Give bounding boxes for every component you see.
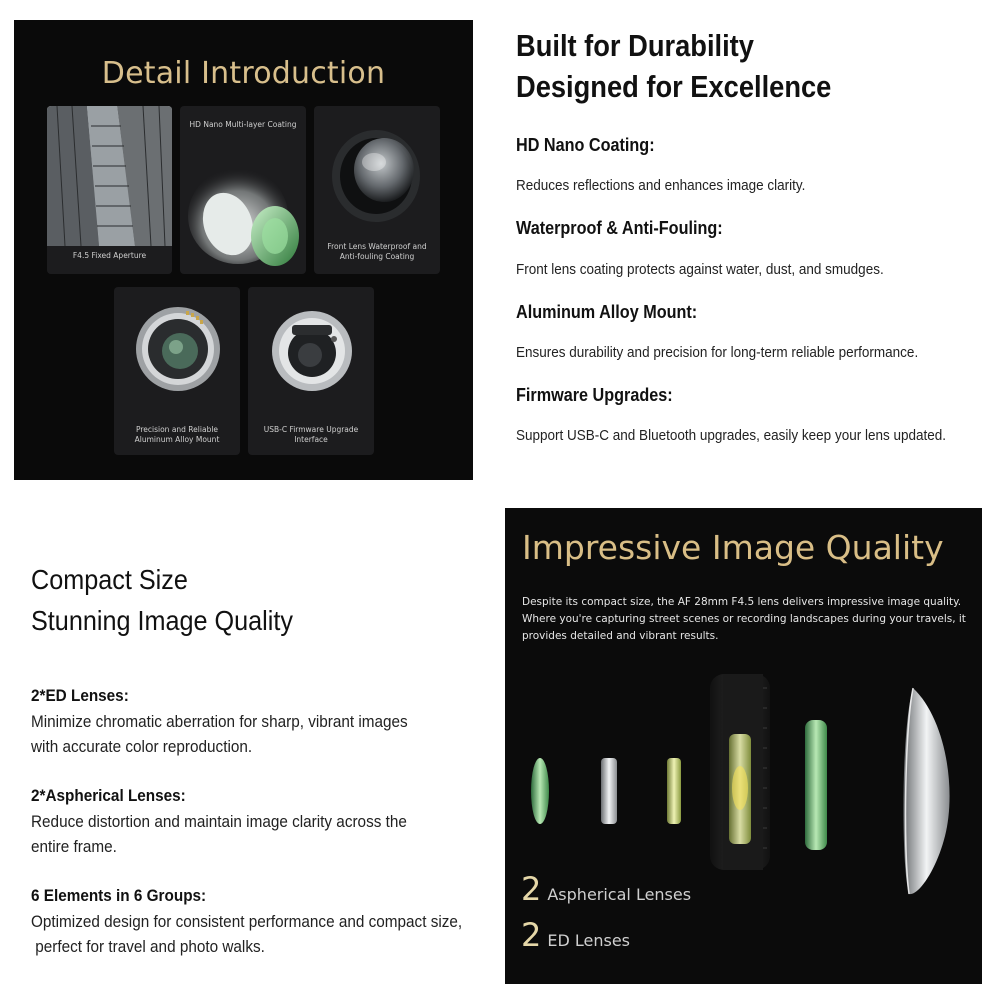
coated-lens-image	[180, 106, 306, 274]
card-usbc-caption: USB-C Firmware Upgrade Interface	[263, 425, 359, 444]
compact-feature-text: Optimized design for consistent performance and compact size, perfect for travel and photo walks.	[31, 912, 463, 956]
lens-element-6	[903, 688, 949, 894]
compact-feature-title: 6 Elements in 6 Groups:	[31, 886, 207, 905]
stat-aspherical	[521, 870, 691, 908]
lens-element-2	[601, 758, 617, 824]
feature-title: HD Nano Coating:	[516, 135, 655, 155]
card-waterproof-caption: Front Lens Waterproof and Anti-fouling Coating	[327, 242, 427, 261]
detail-introduction-panel	[14, 20, 473, 480]
stat-aspherical-number: 2	[521, 870, 542, 908]
card-waterproof	[314, 106, 440, 274]
card-aperture-caption: F4.5 Fixed Aperture	[72, 251, 147, 260]
quality-title: Impressive Image Quality	[522, 528, 944, 567]
compact-feature-text: Reduce distortion and maintain image clarity across the entire frame.	[31, 812, 407, 856]
feature-text: Ensures durability and precision for long-term reliable performance.	[516, 344, 919, 361]
stat-aspherical-label: Aspherical Lenses	[547, 885, 692, 904]
stat-ed-label: ED Lenses	[547, 931, 631, 950]
feature-text: Support USB-C and Bluetooth upgrades, easily keep your lens updated.	[516, 427, 947, 444]
compact-feature-title: 2*Aspherical Lenses:	[31, 786, 186, 805]
durability-heading-line2: Designed for Excellence	[516, 69, 832, 104]
card-mount-caption: Precision and Reliable Aluminum Alloy Mount	[134, 425, 220, 444]
quality-description: Despite its compact size, the AF 28mm F4.5 lens delivers impressive image quality. Where you're capturing street scenes or recording landscapes during your travels, it provides detailed and vibrant results.	[522, 596, 966, 642]
card-nano-coating	[180, 106, 306, 274]
compact-heading-line2: Stunning Image Quality	[31, 605, 293, 636]
stat-ed-number: 2	[521, 916, 542, 954]
card-nano-caption: HD Nano Multi-layer Coating	[189, 120, 297, 129]
building-image	[47, 106, 172, 274]
card-usbc	[248, 287, 374, 455]
feature-title: Aluminum Alloy Mount:	[516, 302, 698, 322]
feature-title: Firmware Upgrades:	[516, 385, 673, 405]
feature-text: Front lens coating protects against water, dust, and smudges.	[516, 261, 884, 278]
card-aperture	[47, 106, 172, 274]
compact-heading-line1: Compact Size	[31, 564, 188, 595]
compact-feature-text: Minimize chromatic aberration for sharp, vibrant images with accurate color reproduction.	[31, 712, 408, 756]
lens-element-1	[531, 758, 549, 824]
lens-element-5	[805, 720, 827, 850]
compact-feature-title: 2*ED Lenses:	[31, 686, 129, 705]
lens-element-3	[667, 758, 681, 824]
stat-ed	[521, 916, 630, 954]
detail-title: Detail Introduction	[101, 56, 386, 91]
durability-heading-line1: Built for Durability	[516, 28, 754, 63]
card-aluminum-mount	[114, 287, 240, 455]
image-quality-panel	[505, 508, 982, 984]
lens-elements-illustration	[505, 668, 982, 898]
feature-text: Reduces reflections and enhances image clarity.	[516, 177, 806, 194]
feature-title: Waterproof & Anti-Fouling:	[516, 218, 723, 238]
